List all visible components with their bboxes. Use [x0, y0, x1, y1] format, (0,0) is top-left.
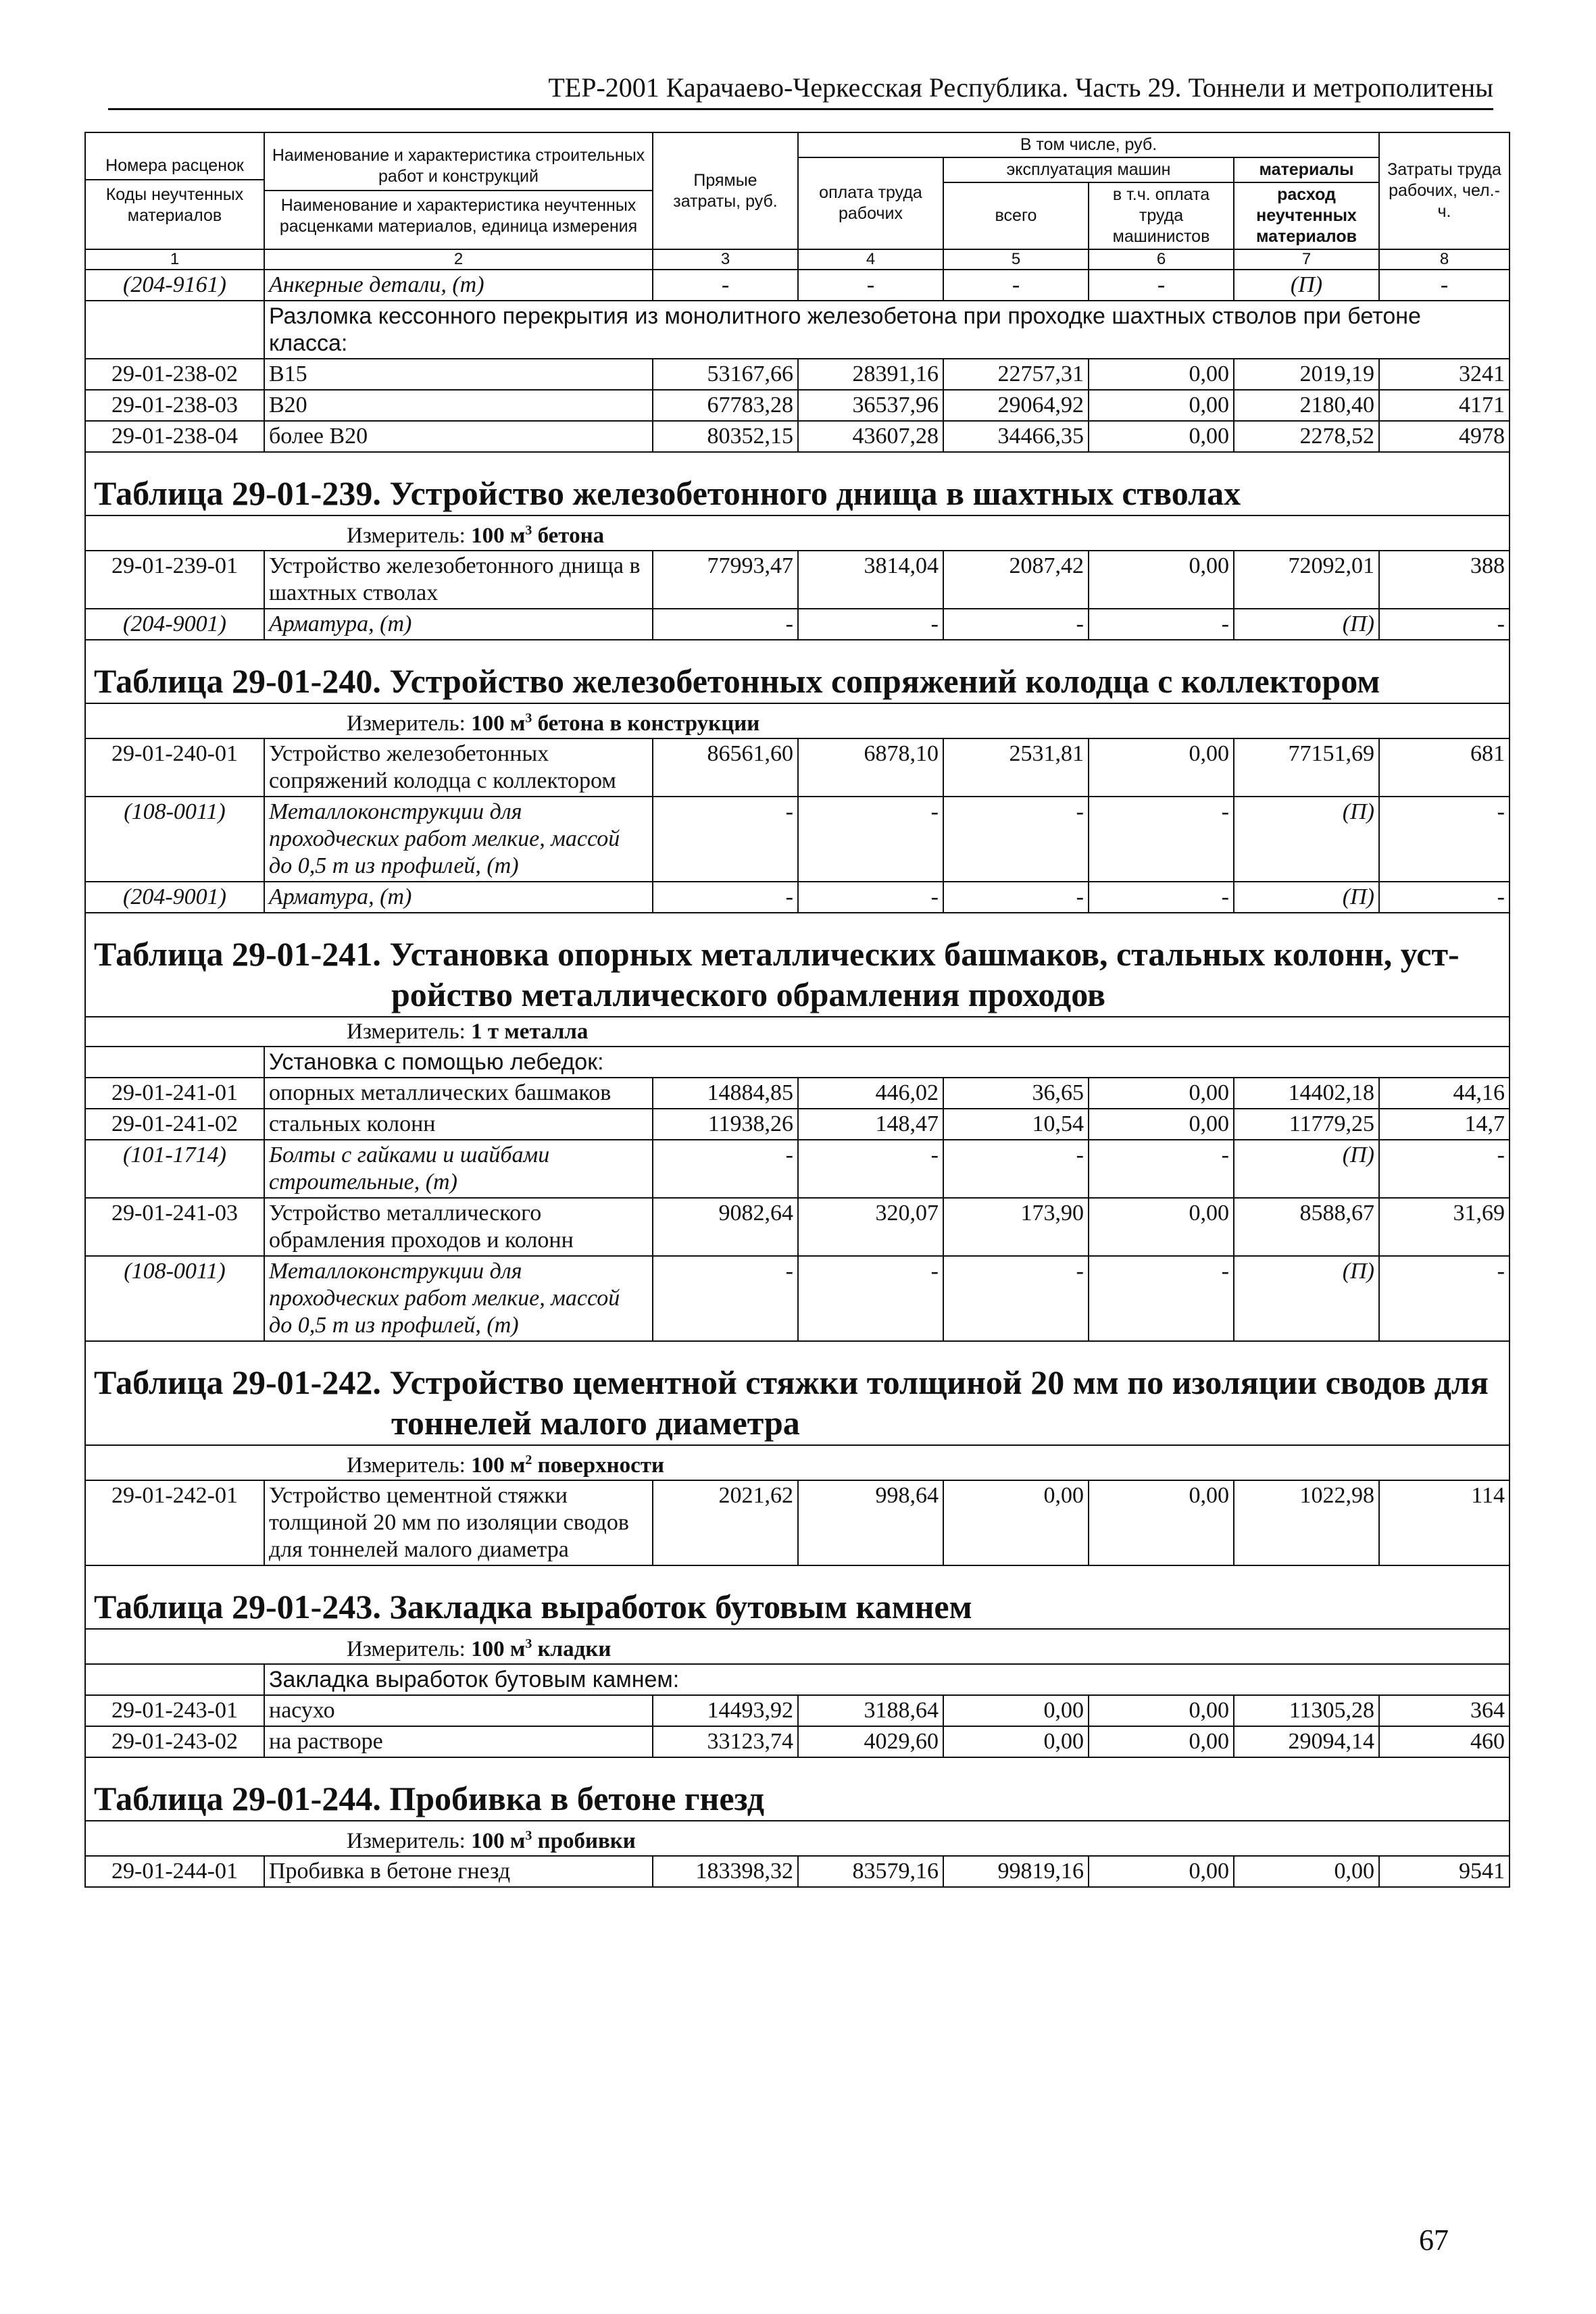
cell-labor: 114 [1379, 1480, 1510, 1565]
cell-materials: 11305,28 [1234, 1695, 1379, 1726]
measure-rest: пробивки [532, 1829, 636, 1853]
cell-direct-costs: - [653, 797, 798, 882]
cell-direct-costs: 53167,66 [653, 359, 798, 390]
cell-materials: 2019,19 [1234, 359, 1379, 390]
cell-direct-costs: - [653, 270, 798, 301]
rate-code: 29-01-244-01 [85, 1856, 264, 1887]
cell-direct-costs: 9082,64 [653, 1198, 798, 1256]
table-title-row [85, 1565, 1510, 1629]
measure-rest: поверхности [532, 1453, 664, 1478]
material-code: (204-9161) [85, 270, 264, 301]
cell-materials: 29094,14 [1234, 1726, 1379, 1757]
table-row [85, 1078, 1510, 1109]
cell-machinists: 0,00 [1089, 1078, 1234, 1109]
cell-direct-costs: 14493,92 [653, 1695, 798, 1726]
rate-code: 29-01-238-04 [85, 421, 264, 452]
measure-prefix: Измеритель: [347, 1020, 472, 1044]
cell-machinists: 0,00 [1089, 1726, 1234, 1757]
measure-value: 100 м [471, 711, 526, 736]
material-name: Металлоконструкции для проходческих работ мелкие, массой до 0,5 т из профилей, (т) [264, 797, 653, 882]
table-row [85, 421, 1510, 452]
col-header-machines-total: всего [943, 182, 1089, 249]
rate-code: 29-01-243-02 [85, 1726, 264, 1757]
measure-prefix: Измеритель: [347, 1829, 472, 1853]
cell-machines: 99819,16 [943, 1856, 1089, 1887]
section-title: Разломка кессонного перекрытия из монолитного железобетона при проходке шахтных стволов при бетоне класса: [264, 301, 1510, 359]
measure-value: 100 м [471, 1637, 526, 1661]
cell-direct-costs: - [653, 882, 798, 913]
cell-labor-pay: - [798, 1140, 943, 1198]
cell-labor-pay: 43607,28 [798, 421, 943, 452]
rate-name: Устройство железобетонного днища в шахтных стволах [264, 551, 653, 609]
cell-labor: 4978 [1379, 421, 1510, 452]
measure-sup: 3 [525, 711, 532, 726]
material-name: Анкерные детали, (т) [264, 270, 653, 301]
empty-cell [85, 1664, 264, 1695]
table-row [85, 738, 1510, 797]
cell-direct-costs: - [653, 1256, 798, 1341]
measure-prefix: Измеритель: [347, 524, 472, 548]
rate-name: более В20 [264, 421, 653, 452]
measure-value: 100 м [471, 1829, 526, 1853]
cell-machinists: 0,00 [1089, 738, 1234, 797]
col-header-material-codes: Коды неучтенных материалов [105, 185, 244, 225]
measure-row [85, 703, 1510, 738]
cell-direct-costs: 86561,60 [653, 738, 798, 797]
table-row [85, 1109, 1510, 1140]
cell-labor-pay: 320,07 [798, 1198, 943, 1256]
cell-labor-pay: 446,02 [798, 1078, 943, 1109]
material-code: (204-9001) [85, 882, 264, 913]
measure-cell [85, 1445, 1510, 1480]
cell-labor: 31,69 [1379, 1198, 1510, 1256]
rate-code: 29-01-241-02 [85, 1109, 264, 1140]
rate-name: Устройство металлического обрамления проходов и колонн [264, 1198, 653, 1256]
cell-machines: 36,65 [943, 1078, 1089, 1109]
measure-sup: 3 [525, 1828, 532, 1843]
page-header: ТЕР-2001 Карачаево-Черкесская Республика. Часть 29. Тоннели и метрополитены [108, 70, 1493, 110]
cell-direct-costs: 80352,15 [653, 421, 798, 452]
table-title: Таблица 29-01-239. Устройство железобетонного днища в шахтных стволах [94, 474, 1241, 512]
cell-labor-pay: - [798, 609, 943, 640]
cell-machinists: 0,00 [1089, 390, 1234, 421]
table-row [85, 390, 1510, 421]
cell-machines: - [943, 1140, 1089, 1198]
rate-code: 29-01-243-01 [85, 1695, 264, 1726]
col-header-codes [85, 132, 264, 249]
table-row [85, 1140, 1510, 1198]
cell-machinists: - [1089, 797, 1234, 882]
cell-machines: 173,90 [943, 1198, 1089, 1256]
document-body [84, 132, 1509, 1888]
cell-machines: 29064,92 [943, 390, 1089, 421]
cell-machines: - [943, 609, 1089, 640]
cell-labor: - [1379, 270, 1510, 301]
cell-machinists: - [1089, 270, 1234, 301]
measure-label [90, 518, 1505, 549]
table-title-line: ройство металлического обрамления проходов [391, 976, 1105, 1013]
measure-label [90, 1631, 1505, 1662]
material-name: Металлоконструкции для проходческих работ мелкие, массой до 0,5 т из профилей, (т) [264, 1256, 653, 1341]
measure-cell [85, 515, 1510, 551]
measure-value: 100 м [471, 524, 526, 548]
col-header-work-name: Наименование и характеристика строительных работ и конструкций [265, 145, 652, 191]
cell-labor-pay: 3188,64 [798, 1695, 943, 1726]
col-header-in-total: В том числе, руб. [798, 132, 1379, 157]
cell-machinists: 0,00 [1089, 1198, 1234, 1256]
table-title-cell [85, 1565, 1510, 1629]
table-title [90, 934, 1505, 1015]
cell-labor: - [1379, 609, 1510, 640]
cell-materials: (П) [1234, 270, 1379, 301]
cell-machinists: 0,00 [1089, 1695, 1234, 1726]
measure-cell [85, 703, 1510, 738]
cell-direct-costs: 14884,85 [653, 1078, 798, 1109]
table-header [85, 132, 1510, 270]
cell-labor-pay: 6878,10 [798, 738, 943, 797]
cell-labor: 3241 [1379, 359, 1510, 390]
table-title: Таблица 29-01-243. Закладка выработок бутовым камнем [94, 1588, 972, 1626]
column-number: 7 [1234, 249, 1379, 270]
column-number: 4 [798, 249, 943, 270]
col-header-names [264, 132, 653, 249]
table-title-line: Таблица 29-01-242. Устройство цементной стяжки толщиной 20 мм по изоляции сводов для [94, 1363, 1489, 1401]
measure-cell [85, 1629, 1510, 1664]
column-number: 3 [653, 249, 798, 270]
rate-code: 29-01-238-03 [85, 390, 264, 421]
col-header-machines: эксплуатация машин [943, 157, 1234, 182]
cell-direct-costs: 33123,74 [653, 1726, 798, 1757]
cell-labor-pay: 148,47 [798, 1109, 943, 1140]
cell-materials: 2278,52 [1234, 421, 1379, 452]
section-row [85, 1664, 1510, 1695]
material-code: (108-0011) [85, 1256, 264, 1341]
table-row [85, 551, 1510, 609]
measure-prefix: Измеритель: [347, 711, 472, 736]
cell-labor: - [1379, 797, 1510, 882]
cell-labor: 9541 [1379, 1856, 1510, 1887]
section-row [85, 301, 1510, 359]
cell-machines: 0,00 [943, 1726, 1089, 1757]
material-code: (204-9001) [85, 609, 264, 640]
rate-code: 29-01-241-03 [85, 1198, 264, 1256]
table-row [85, 270, 1510, 301]
cell-machinists: 0,00 [1089, 1856, 1234, 1887]
cell-labor-pay: 83579,16 [798, 1856, 943, 1887]
table-row [85, 1856, 1510, 1887]
table-row [85, 1198, 1510, 1256]
table-title-row [85, 640, 1510, 703]
cell-materials: (П) [1234, 609, 1379, 640]
cell-materials: 1022,98 [1234, 1480, 1379, 1565]
col-header-materials: материалы [1234, 157, 1379, 182]
cell-materials: 72092,01 [1234, 551, 1379, 609]
cell-machinists: 0,00 [1089, 551, 1234, 609]
measure-row [85, 1821, 1510, 1856]
measure-label [90, 1019, 1505, 1045]
table-row [85, 609, 1510, 640]
cell-machinists: 0,00 [1089, 421, 1234, 452]
cell-labor: - [1379, 882, 1510, 913]
cell-labor-pay: 998,64 [798, 1480, 943, 1565]
section-title: Закладка выработок бутовым камнем: [264, 1664, 1510, 1695]
measure-row [85, 1629, 1510, 1664]
table-row [85, 1726, 1510, 1757]
table-row [85, 359, 1510, 390]
cell-labor-pay: - [798, 1256, 943, 1341]
cell-machines: - [943, 1256, 1089, 1341]
cell-machinists: 0,00 [1089, 1480, 1234, 1565]
table-title-cell [85, 640, 1510, 703]
material-name: Арматура, (т) [264, 609, 653, 640]
section-title: Установка с помощью лебедок: [264, 1047, 1510, 1078]
cell-labor-pay: - [798, 882, 943, 913]
cell-machinists: - [1089, 1140, 1234, 1198]
table-title-line: тоннелей малого диаметра [391, 1404, 800, 1442]
cell-labor: 681 [1379, 738, 1510, 797]
cell-materials: 0,00 [1234, 1856, 1379, 1887]
table-title-cell [85, 1757, 1510, 1821]
rate-code: 29-01-238-02 [85, 359, 264, 390]
cell-labor: 364 [1379, 1695, 1510, 1726]
column-number: 8 [1379, 249, 1510, 270]
measure-label [90, 1447, 1505, 1478]
cell-labor-pay: 3814,04 [798, 551, 943, 609]
cell-labor: 14,7 [1379, 1109, 1510, 1140]
cell-labor: 44,16 [1379, 1078, 1510, 1109]
cell-machinists: 0,00 [1089, 359, 1234, 390]
measure-prefix: Измеритель: [347, 1453, 472, 1478]
table-title: Таблица 29-01-240. Устройство железобетонных сопряжений колодца с коллектором [94, 662, 1380, 700]
table-row [85, 882, 1510, 913]
cell-labor: - [1379, 1256, 1510, 1341]
cell-labor: 388 [1379, 551, 1510, 609]
cell-labor: - [1379, 1140, 1510, 1198]
empty-cell [85, 1047, 264, 1078]
measure-value: 1 т металла [471, 1020, 589, 1044]
cell-machinists: - [1089, 1256, 1234, 1341]
rate-code: 29-01-242-01 [85, 1480, 264, 1565]
table-row [85, 1480, 1510, 1565]
table-title-row [85, 452, 1510, 515]
cell-direct-costs: 2021,62 [653, 1480, 798, 1565]
rate-code: 29-01-241-01 [85, 1078, 264, 1109]
rate-name: В20 [264, 390, 653, 421]
rate-name: опорных металлических башмаков [264, 1078, 653, 1109]
cell-materials: 14402,18 [1234, 1078, 1379, 1109]
cell-materials: 11779,25 [1234, 1109, 1379, 1140]
cell-materials: 77151,69 [1234, 738, 1379, 797]
measure-value: 100 м [471, 1453, 526, 1478]
table-title-row [85, 1757, 1510, 1821]
measure-rest: кладки [532, 1637, 612, 1661]
measure-label [90, 1823, 1505, 1854]
cell-labor-pay: 28391,16 [798, 359, 943, 390]
table-row [85, 1695, 1510, 1726]
page-number: 67 [1419, 2223, 1449, 2257]
rate-code: 29-01-240-01 [85, 738, 264, 797]
cell-machines: 10,54 [943, 1109, 1089, 1140]
measure-prefix: Измеритель: [347, 1637, 472, 1661]
cell-materials: (П) [1234, 1140, 1379, 1198]
cell-materials: (П) [1234, 882, 1379, 913]
rate-name: Пробивка в бетоне гнезд [264, 1856, 653, 1887]
cell-direct-costs: - [653, 609, 798, 640]
cell-machines: 2087,42 [943, 551, 1089, 609]
col-header-material-name: Наименование и характеристика неучтенных расценками материалов, единица измерения [279, 195, 638, 236]
cell-machines: 22757,31 [943, 359, 1089, 390]
cell-labor-pay: 4029,60 [798, 1726, 943, 1757]
table-title-line: Таблица 29-01-241. Установка опорных металлических башмаков, стальных колонн, уст- [94, 935, 1460, 973]
column-number: 1 [85, 249, 264, 270]
column-number: 2 [264, 249, 653, 270]
cell-machines: 2531,81 [943, 738, 1089, 797]
table-row [85, 797, 1510, 882]
col-header-materials-use: расход неучтенных материалов [1234, 182, 1379, 249]
cell-machines: - [943, 270, 1089, 301]
measure-sup: 3 [525, 523, 532, 538]
column-number: 5 [943, 249, 1089, 270]
rate-name: Устройство железобетонных сопряжений колодца с коллектором [264, 738, 653, 797]
cell-direct-costs: 77993,47 [653, 551, 798, 609]
measure-row [85, 515, 1510, 551]
material-name: Болты с гайками и шайбами строительные, (т) [264, 1140, 653, 1198]
cell-machinists: - [1089, 882, 1234, 913]
measure-row [85, 1445, 1510, 1480]
measure-sup: 3 [525, 1636, 532, 1651]
cell-machines: 0,00 [943, 1480, 1089, 1565]
cell-labor-pay: - [798, 270, 943, 301]
measure-sup: 2 [525, 1453, 532, 1467]
rate-name: Устройство цементной стяжки толщиной 20 мм по изоляции сводов для тоннелей малого диаметра [264, 1480, 653, 1565]
col-header-rates-number: Номера расценок [86, 155, 264, 180]
cell-machines: - [943, 882, 1089, 913]
material-name: Арматура, (т) [264, 882, 653, 913]
table-title-cell [85, 1341, 1510, 1445]
column-number: 6 [1089, 249, 1234, 270]
table-row [85, 1256, 1510, 1341]
cell-labor-pay: 36537,96 [798, 390, 943, 421]
cell-direct-costs: 67783,28 [653, 390, 798, 421]
empty-cell [85, 301, 264, 359]
rate-code: 29-01-239-01 [85, 551, 264, 609]
rate-name: насухо [264, 1695, 653, 1726]
rate-name: на растворе [264, 1726, 653, 1757]
table-title: Таблица 29-01-244. Пробивка в бетоне гнезд [94, 1780, 765, 1817]
cell-materials: (П) [1234, 797, 1379, 882]
cell-materials: 8588,67 [1234, 1198, 1379, 1256]
cell-labor-pay: - [798, 797, 943, 882]
col-header-machinists: в т.ч. оплата труда машинистов [1089, 182, 1234, 249]
cell-direct-costs: 183398,32 [653, 1856, 798, 1887]
column-number-row [85, 249, 1510, 270]
cell-machines: - [943, 797, 1089, 882]
measure-cell [85, 1821, 1510, 1856]
price-table [84, 132, 1510, 1888]
col-header-direct-costs: Прямые затраты, руб. [653, 132, 798, 249]
table-title [90, 1362, 1505, 1443]
measure-cell [85, 1017, 1510, 1047]
cell-machinists: 0,00 [1089, 1109, 1234, 1140]
cell-machines: 34466,35 [943, 421, 1089, 452]
table-title-cell [85, 913, 1510, 1017]
cell-direct-costs: - [653, 1140, 798, 1198]
rate-name: стальных колонн [264, 1109, 653, 1140]
measure-label [90, 705, 1505, 736]
cell-machinists: - [1089, 609, 1234, 640]
cell-labor: 4171 [1379, 390, 1510, 421]
cell-labor: 460 [1379, 1726, 1510, 1757]
measure-rest: бетона в конструкции [532, 711, 760, 736]
rate-name: В15 [264, 359, 653, 390]
measure-row [85, 1017, 1510, 1047]
cell-materials: (П) [1234, 1256, 1379, 1341]
table-title-row [85, 1341, 1510, 1445]
cell-machines: 0,00 [943, 1695, 1089, 1726]
material-code: (101-1714) [85, 1140, 264, 1198]
section-row [85, 1047, 1510, 1078]
cell-direct-costs: 11938,26 [653, 1109, 798, 1140]
col-header-labor: Затраты труда рабочих, чел.-ч. [1379, 132, 1510, 249]
material-code: (108-0011) [85, 797, 264, 882]
measure-rest: бетона [532, 524, 605, 548]
col-header-labor-pay: оплата труда рабочих [798, 157, 943, 249]
table-title-row [85, 913, 1510, 1017]
table-title-cell [85, 452, 1510, 515]
cell-materials: 2180,40 [1234, 390, 1379, 421]
